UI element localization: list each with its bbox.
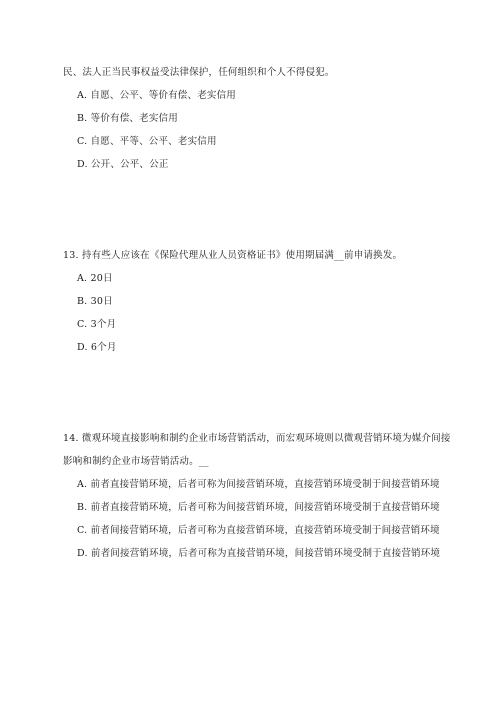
q13-option-b: B. 30日: [77, 296, 113, 307]
q13-stem: 13. 持有些人应该在《保险代理从业人员资格证书》使用期届满__前申请换发。: [63, 250, 403, 261]
q12-option-d: D. 公开、公平、公正: [77, 159, 169, 170]
q14-option-c: C. 前者间接营销环境，后者可称为直接营销环境，直接营销环境受制于间接营销环境: [77, 525, 440, 536]
q12-option-c: C. 自愿、平等、公平、老实信用: [77, 136, 217, 147]
q12-option-a: A. 自愿、公平、等价有偿、老实信用: [77, 90, 237, 101]
q14-stem-line-2: 影响和制约企业市场营销活动。__: [63, 456, 209, 467]
q14-option-a: A. 前者直接营销环境，后者可称为间接营销环境，直接营销环境受制于间接营销环境: [77, 479, 440, 490]
q12-option-b: B. 等价有偿、老实信用: [77, 113, 178, 124]
q14-stem-line-1: 14. 微观环境直接影响和制约企业市场营销活动，而宏观环境则以微观营销环境为媒介间接: [63, 433, 451, 444]
q13-option-c: C. 3个月: [77, 319, 117, 330]
q13-option-a: A. 20日: [77, 273, 113, 284]
q13-option-d: D. 6个月: [77, 342, 117, 353]
q14-option-d: D. 前者间接营销环境，后者可称为直接营销环境，间接营销环境受制于直接营销环境: [77, 548, 441, 559]
q12-stem-tail: 民、法人正当民事权益受法律保护，任何组织和个人不得侵犯。: [63, 67, 335, 78]
q14-option-b: B. 前者直接营销环境，后者可称为间接营销环境，间接营销环境受制于直接营销环境: [77, 502, 440, 513]
